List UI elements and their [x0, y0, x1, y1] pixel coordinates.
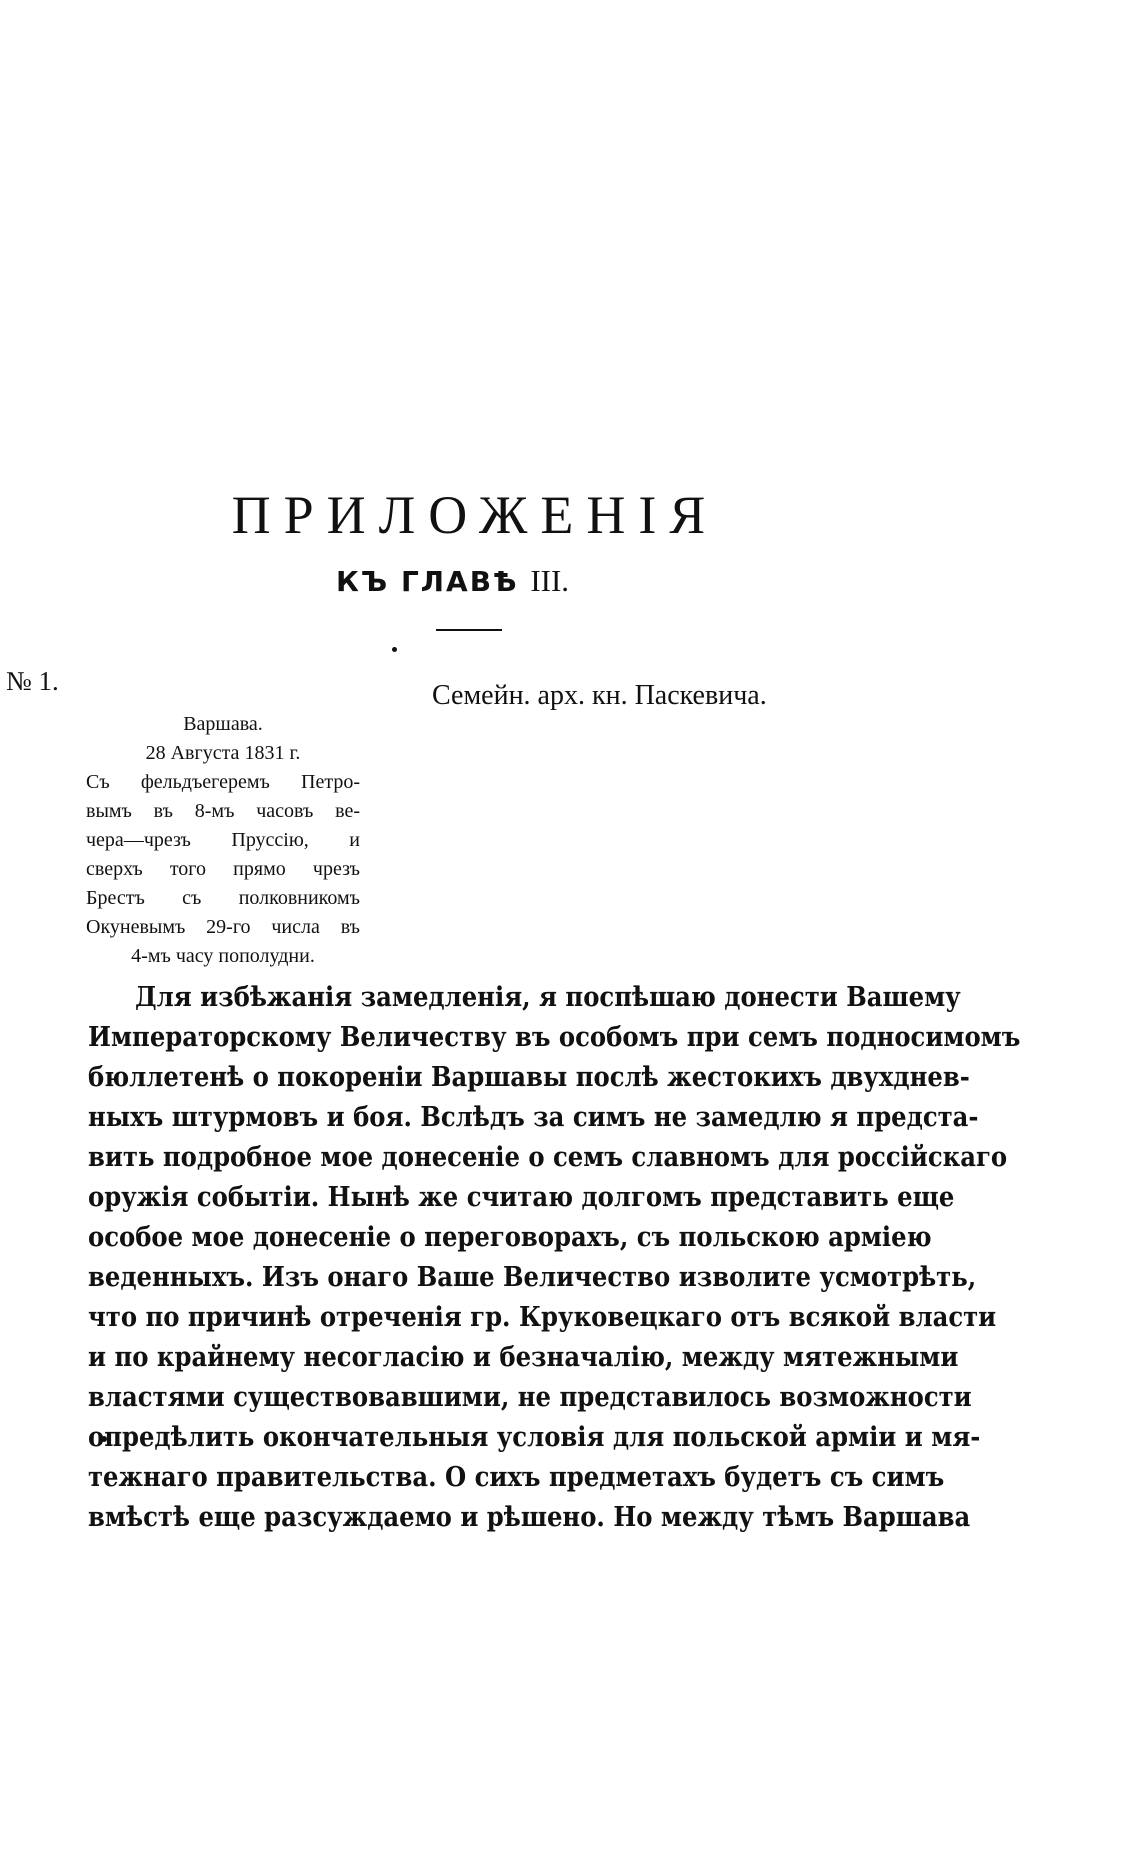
body-line: Для избѣжанія замедленія, я поспѣшаю донести Вашему [135, 982, 961, 1013]
body-line: и по крайнему несогласію и безначалію, между мятежными [88, 1342, 959, 1373]
archive-reference: Семейн. арх. кн. Паскевича. [432, 680, 767, 711]
ornament-dot [392, 647, 397, 652]
dateline-line: Брестъ съ полковникомъ [86, 887, 360, 909]
page-title: ПРИЛОЖЕНІЯ [231, 485, 719, 545]
body-line: вить подробное мое донесеніе о семъ славномъ для россійскаго [88, 1142, 1008, 1173]
dateline-line: 4-мъ часу пополудни. [131, 945, 315, 967]
body-line: вмѣстѣ еще разсуждаемо и рѣшено. Но между тѣмъ Варшава [88, 1502, 971, 1533]
dateline-line: 28 Августа 1831 г. [145, 742, 301, 764]
document-number: № 1. [6, 666, 59, 696]
body-line: особое мое донесеніе о переговорахъ, съ польскою арміею [88, 1222, 932, 1253]
dateline-line: сверхъ того прямо чрезъ [86, 858, 360, 880]
chapter-subtitle-label: КЪ ГЛАВѢ [336, 565, 519, 598]
body-line: тежнаго правительства. О сихъ предметахъ будетъ съ симъ [88, 1462, 945, 1493]
body-line: ныхъ штурмовъ и боя. Вслѣдъ за симъ не замедлю я предста- [88, 1102, 979, 1133]
body-line: что по причинѣ отреченія гр. Круковецкаго отъ всякой власти [88, 1302, 997, 1333]
dateline [86, 710, 360, 971]
dateline-line: чера—чрезъ Пруссію, и [86, 829, 360, 851]
title-rule [436, 629, 502, 631]
chapter-subtitle-number: III. [530, 563, 570, 598]
body-text [88, 978, 1021, 1538]
body-line: опредѣлить окончательныя условія для польской арміи и мя- [88, 1422, 981, 1453]
body-line: бюллетенѣ о покореніи Варшавы послѣ жестокихъ двухднев- [88, 1062, 970, 1093]
dateline-line: Варшава. [183, 713, 263, 735]
body-line: Императорскому Величеству въ особомъ при семъ подносимомъ [88, 1022, 1021, 1053]
body-line: веденныхъ. Изъ онаго Ваше Величество изволите усмотрѣть, [88, 1262, 977, 1293]
body-line: оружія событіи. Нынѣ же считаю долгомъ представить еще [88, 1182, 955, 1213]
dateline-line: вымъ въ 8-мъ часовъ ве- [86, 800, 360, 822]
dateline-line: Съ фельдъегеремъ Петро- [86, 771, 360, 793]
dateline-line: Окуневымъ 29-го числа въ [86, 916, 360, 938]
body-line: властями существовавшими, не представилось возможности [88, 1382, 972, 1413]
chapter-subtitle [336, 565, 569, 596]
